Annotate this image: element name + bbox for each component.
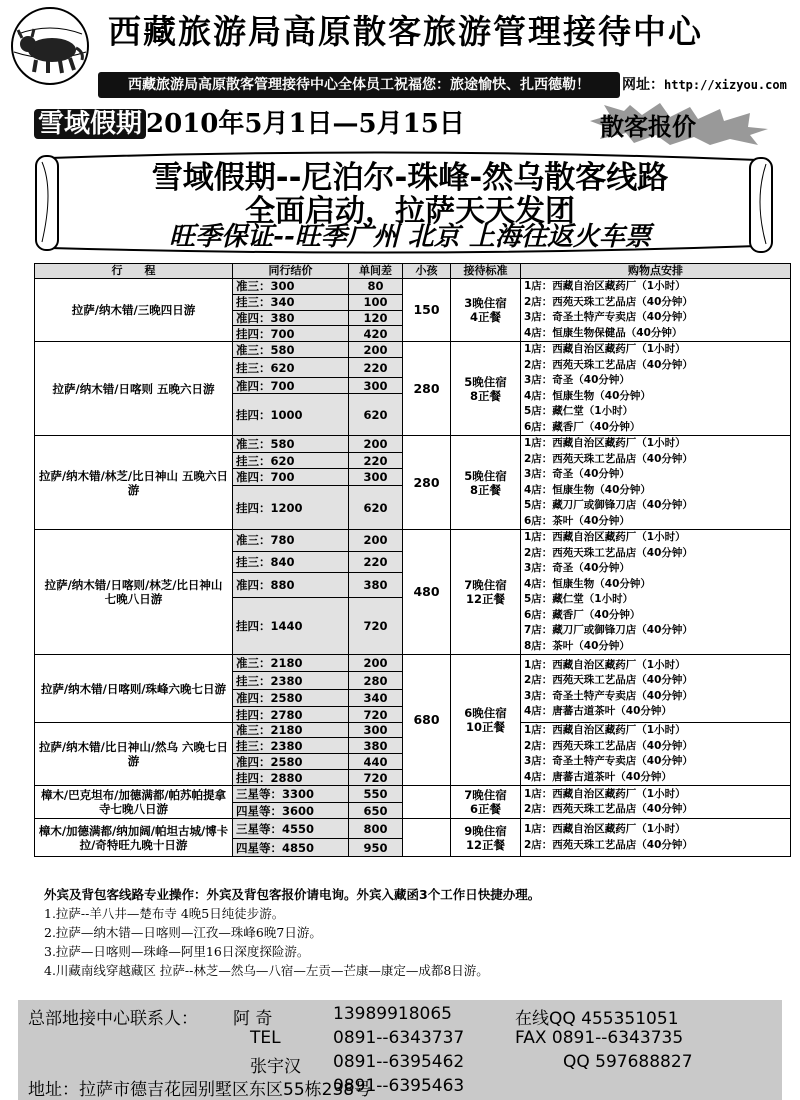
- shop-item: 3店：奇圣土特产专卖店（40分钟）: [524, 311, 693, 323]
- notes-intro: 外宾及背包客线路专业操作：外宾及背包客报价请电询。外宾入藏函3个工作日快捷办理。: [44, 887, 541, 902]
- price-cell: 准四：380: [233, 310, 349, 326]
- price-cell: 准三：2180: [233, 723, 349, 738]
- tel-label: TEL: [250, 1028, 281, 1048]
- standard-cell: 9晚住宿 12正餐: [451, 819, 521, 857]
- child-price-cell: 280: [403, 342, 451, 436]
- price-cell: 挂四：2880: [233, 770, 349, 786]
- single-supplement-cell: 220: [349, 551, 403, 573]
- shop-item: 2店：西苑天珠工艺品店（40分钟）: [524, 803, 693, 815]
- shopping-cell: [521, 436, 791, 530]
- single-supplement-cell: 340: [349, 690, 403, 707]
- shop-item: 6店：藏香厂（40分钟）: [524, 608, 641, 621]
- header-price: 同行结价: [233, 264, 349, 279]
- single-supplement-cell: 550: [349, 786, 403, 803]
- shop-item: 2店：西苑天珠工艺品店（40分钟）: [524, 546, 693, 559]
- price-cell: 挂三：840: [233, 551, 349, 573]
- shop-item: 1店：西藏自治区藏药厂（1小时）: [524, 343, 686, 355]
- table-row: [35, 786, 791, 803]
- website-link[interactable]: [622, 74, 787, 94]
- header-single-supplement: 单间差: [349, 264, 403, 279]
- route-name: 拉萨/纳木错/日喀则 五晚六日游: [35, 342, 233, 436]
- standard-cell: 7晚住宿 6正餐: [451, 786, 521, 819]
- route-name: 拉萨/纳木错/林芝/比日神山 五晚六日游: [35, 436, 233, 530]
- single-supplement-cell: 200: [349, 342, 403, 358]
- shop-item: 1店：西藏自治区藏药厂（1小时）: [524, 437, 686, 449]
- child-price-cell: [403, 819, 451, 857]
- table-row: [35, 530, 791, 552]
- single-supplement-cell: 200: [349, 655, 403, 672]
- single-supplement-cell: 620: [349, 486, 403, 530]
- single-supplement-cell: 620: [349, 394, 403, 436]
- price-cell: 准四：880: [233, 573, 349, 597]
- shop-item: 4店：恒康生物保健品（40分钟）: [524, 326, 683, 339]
- contact-name-1: 阿 奇: [233, 1009, 273, 1029]
- shop-item: 2店：西苑天珠工艺品店（40分钟）: [524, 838, 693, 851]
- single-supplement-cell: 220: [349, 358, 403, 378]
- price-cell: 挂四：1440: [233, 597, 349, 654]
- standard-cell: 6晚住宿 10正餐: [451, 655, 521, 786]
- single-supplement-cell: 650: [349, 803, 403, 819]
- holiday-dates: 2010年5月1日—5月15日: [146, 109, 465, 139]
- price-cell: 四星等：4850: [233, 839, 349, 857]
- table-row: [35, 819, 791, 839]
- logo-yak-emblem: [4, 4, 96, 88]
- single-supplement-cell: 720: [349, 597, 403, 654]
- price-cell: 准四：700: [233, 378, 349, 394]
- shop-item: 4店：恒康生物（40分钟）: [524, 389, 651, 402]
- qq-number-2[interactable]: QQ 597688827: [563, 1052, 693, 1072]
- shop-item: 7店：藏刀厂或御锋刀店（40分钟）: [524, 624, 693, 636]
- price-cell: 挂四：1000: [233, 394, 349, 436]
- single-supplement-cell: 100: [349, 294, 403, 310]
- tour-price-table: [34, 263, 791, 857]
- header-route: 行 程: [35, 264, 233, 279]
- price-cell: 挂四：2780: [233, 707, 349, 723]
- single-supplement-cell: 220: [349, 452, 403, 469]
- note-item: 3.拉萨—日喀则—珠峰—阿里16日深度探险游。: [44, 944, 310, 959]
- contacts-label: 总部地接中心联系人：: [28, 1009, 198, 1029]
- shop-item: 2店：西苑天珠工艺品店（40分钟）: [524, 358, 693, 371]
- table-row: [35, 342, 791, 358]
- single-supplement-cell: 200: [349, 436, 403, 453]
- table-body: [35, 279, 791, 857]
- shop-item: 4店：恒康生物（40分钟）: [524, 577, 651, 590]
- standard-cell: 7晚住宿 12正餐: [451, 530, 521, 655]
- table-row: [35, 279, 791, 295]
- contact-phone-3[interactable]: 0891--6395463: [333, 1076, 465, 1096]
- single-supplement-cell: 300: [349, 723, 403, 738]
- note-item: 1.拉萨--羊八井—楚布寺 4晚5日纯徒步游。: [44, 906, 285, 921]
- route-name: 拉萨/纳木错/三晚四日游: [35, 279, 233, 342]
- route-name: 樟木/巴克坦布/加德满都/帕苏帕提拿寺七晚八日游: [35, 786, 233, 819]
- standard-cell: 5晚住宿 8正餐: [451, 342, 521, 436]
- route-name: 拉萨/纳木错/比日神山/然乌 六晚七日游: [35, 723, 233, 786]
- single-supplement-cell: 80: [349, 279, 403, 295]
- single-supplement-cell: 300: [349, 378, 403, 394]
- shop-item: 2店：西苑天珠工艺品店（40分钟）: [524, 295, 693, 308]
- single-supplement-cell: 720: [349, 770, 403, 786]
- shop-item: 6店：茶叶（40分钟）: [524, 514, 630, 527]
- route-name: 樟木/加德满都/纳加阔/帕坦古城/博卡拉/奇特旺九晚十日游: [35, 819, 233, 857]
- shopping-cell: [521, 342, 791, 436]
- price-cell: 三星等：3300: [233, 786, 349, 803]
- price-cell: 挂四：700: [233, 326, 349, 342]
- price-cell: 准三：300: [233, 279, 349, 295]
- contact-phone-1[interactable]: 13989918065: [333, 1004, 452, 1024]
- shop-item: 3店：奇圣土特产专卖店（40分钟）: [524, 755, 693, 767]
- price-cell: 挂三：620: [233, 452, 349, 469]
- shop-item: 2店：西苑天珠工艺品店（40分钟）: [524, 452, 693, 465]
- shop-item: 5店：藏刀厂或御锋刀店（40分钟）: [524, 499, 693, 511]
- shop-item: 3店：奇圣（40分钟）: [524, 468, 630, 480]
- office-address: 地址：拉萨市德吉花园别墅区东区55栋238号: [28, 1080, 372, 1100]
- contact-phone-2[interactable]: 0891--6395462: [333, 1052, 465, 1072]
- shop-item: 4店：唐蕃古道茶叶（40分钟）: [524, 705, 672, 717]
- shop-item: 6店：藏香厂（40分钟）: [524, 420, 641, 433]
- holiday-name: 雪域假期: [34, 109, 146, 139]
- standard-cell: 5晚住宿 8正餐: [451, 436, 521, 530]
- single-supplement-cell: 440: [349, 754, 403, 770]
- child-price-cell: [403, 786, 451, 819]
- page-title: 西藏旅游局高原散客旅游管理接待中心: [108, 12, 703, 51]
- shop-item: 1店：西藏自治区藏药厂（1小时）: [524, 724, 686, 736]
- single-supplement-cell: 380: [349, 738, 403, 754]
- shop-item: 2店：西苑天珠工艺品店（40分钟）: [524, 674, 693, 686]
- header-shopping: 购物点安排: [521, 264, 791, 279]
- single-supplement-cell: 420: [349, 326, 403, 342]
- shop-item: 3店：奇圣土特产专卖店（40分钟）: [524, 689, 693, 702]
- single-supplement-cell: 200: [349, 530, 403, 552]
- price-cell: 准三：580: [233, 436, 349, 453]
- price-cell: 准四：2580: [233, 754, 349, 770]
- shop-item: 1店：西藏自治区藏药厂（1小时）: [524, 823, 686, 835]
- child-price-cell: 280: [403, 436, 451, 530]
- contact-name-2: 张宇汉: [250, 1057, 301, 1077]
- route-name: 拉萨/纳木错/日喀则/珠峰六晚七日游: [35, 655, 233, 723]
- table-row: [35, 436, 791, 453]
- shop-item: 4店：恒康生物（40分钟）: [524, 483, 651, 496]
- shopping-cell: [521, 723, 791, 786]
- launch-title: 全面启动，拉萨天天发团: [245, 194, 575, 229]
- header-child: 小孩: [403, 264, 451, 279]
- price-cell: 准三：780: [233, 530, 349, 552]
- note-item: 2.拉萨—纳木错—日喀则—江孜—珠峰6晚7日游。: [44, 925, 322, 940]
- shopping-cell: [521, 786, 791, 819]
- shop-item: 1店：西藏自治区藏药厂（1小时）: [524, 787, 686, 800]
- website-label: 网址：: [622, 77, 664, 93]
- single-supplement-cell: 380: [349, 573, 403, 597]
- price-cell: 挂三：2380: [233, 738, 349, 754]
- greeting-banner: 西藏旅游局高原散客管理接待中心全体员工祝福您：旅途愉快、扎西德勒！: [98, 72, 620, 98]
- price-cell: 准四：2580: [233, 690, 349, 707]
- shop-item: 4店：唐蕃古道茶叶（40分钟）: [524, 770, 672, 783]
- shop-item: 8店：茶叶（40分钟）: [524, 639, 630, 652]
- shopping-cell: [521, 819, 791, 857]
- note-item: 4.川藏南线穿越藏区 拉萨--林芝—然乌—八宿—左贡—芒康—康定—成都8日游。: [44, 963, 489, 978]
- price-cell: 挂四：1200: [233, 486, 349, 530]
- shop-item: 3店：奇圣（40分钟）: [524, 374, 630, 386]
- header-standard: 接待标准: [451, 264, 521, 279]
- child-price-cell: 680: [403, 655, 451, 786]
- online-qq[interactable]: 在线QQ 455351051: [515, 1009, 679, 1029]
- shopping-cell: [521, 655, 791, 723]
- table-row: [35, 655, 791, 672]
- single-supplement-cell: 720: [349, 707, 403, 723]
- single-supplement-cell: 950: [349, 839, 403, 857]
- table-header-row: [35, 264, 791, 279]
- child-price-cell: 480: [403, 530, 451, 655]
- route-title: 雪域假期--尼泊尔-珠峰-然乌散客线路: [151, 160, 669, 196]
- price-cell: 三星等：4550: [233, 819, 349, 839]
- holiday-heading: [34, 103, 465, 140]
- single-supplement-cell: 120: [349, 310, 403, 326]
- price-cell: 准三：2180: [233, 655, 349, 672]
- price-cell: 准三：580: [233, 342, 349, 358]
- notes-section: [44, 885, 540, 980]
- shop-item: 2店：西苑天珠工艺品店（40分钟）: [524, 739, 693, 752]
- website-url[interactable]: http://xizyou.com: [664, 78, 787, 92]
- price-cell: 挂三：620: [233, 358, 349, 378]
- price-cell: 四星等：3600: [233, 803, 349, 819]
- fax-number: FAX 0891--6343735: [515, 1028, 684, 1048]
- shopping-cell: [521, 279, 791, 342]
- shopping-cell: [521, 530, 791, 655]
- shop-item: 1店：西藏自治区藏药厂（1小时）: [524, 531, 686, 543]
- shop-item: 3店：奇圣（40分钟）: [524, 562, 630, 574]
- shop-item: 5店：藏仁堂（1小时）: [524, 593, 634, 605]
- standard-cell: 3晚住宿 4正餐: [451, 279, 521, 342]
- tel-number[interactable]: 0891--6343737: [333, 1028, 465, 1048]
- price-cell: 挂三：2380: [233, 672, 349, 690]
- shop-item: 1店：西藏自治区藏药厂（1小时）: [524, 280, 686, 292]
- single-supplement-cell: 280: [349, 672, 403, 690]
- child-price-cell: 150: [403, 279, 451, 342]
- single-supplement-cell: 800: [349, 819, 403, 839]
- price-cell: 挂三：340: [233, 294, 349, 310]
- shop-item: 5店：藏仁堂（1小时）: [524, 405, 634, 417]
- quote-label: 散客报价: [600, 113, 696, 141]
- price-cell: 准四：700: [233, 469, 349, 486]
- shop-item: 1店：西藏自治区藏药厂（1小时）: [524, 658, 686, 671]
- single-supplement-cell: 300: [349, 469, 403, 486]
- route-name: 拉萨/纳木错/日喀则/林芝/比日神山 七晚八日游: [35, 530, 233, 655]
- season-title: 旺季保证--旺季广州 北京 上海往返火车票: [169, 222, 651, 252]
